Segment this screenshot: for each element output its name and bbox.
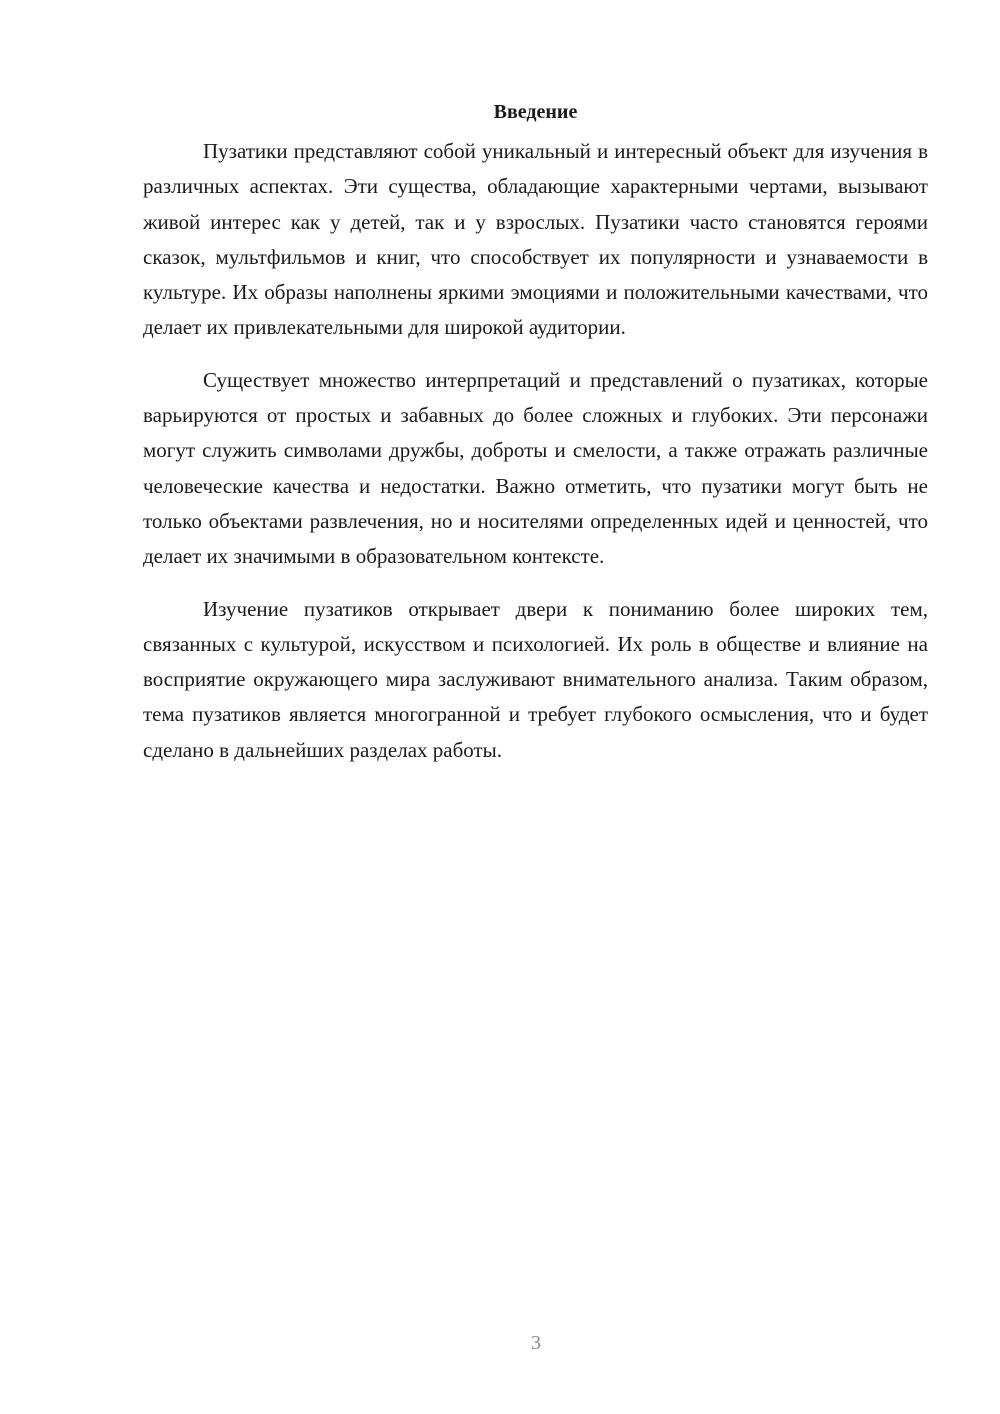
section-title: Введение bbox=[493, 101, 578, 123]
paragraph-2: Существует множество интерпретаций и представлений о пузатиках, которые варьируются от простых и забавных до более сложных и глубоких. Эти персонажи могут служить символами дружбы, доброты и смелости, а также отражать различные человеческие качества и недостатки. Важно отметить, что пузатики могут быть не только объектами развлечения, но и носителями определенных идей и ценностей, что делает их значимыми в образовательном контексте. bbox=[143, 367, 928, 569]
paragraph-1: Пузатики представляют собой уникальный и интересный объект для изучения в различных аспектах. Эти существа, обладающие характерными чертами, вызывают живой интерес как у детей, так и у взрослых. Пузатики часто становятся героями сказок, мультфильмов и книг, что способствует их популярности и узнаваемости в культуре. Их образы наполнены яркими эмоциями и положительными качествами, что делает их привлекательными для широкой аудитории. bbox=[143, 139, 928, 340]
page-number: 3 bbox=[531, 1332, 541, 1354]
page-body bbox=[143, 96, 928, 785]
paragraph-3: Изучение пузатиков открывает двери к пониманию более широких тем, связанных с культурой, искусством и психологией. Их роль в обществе и влияние на восприятие окружающего мира заслуживают внимательного анализа. Таким образом, тема пузатиков является многогранной и требует глубокого осмысления, что и будет сделано в дальнейших разделах работы. bbox=[143, 596, 928, 762]
